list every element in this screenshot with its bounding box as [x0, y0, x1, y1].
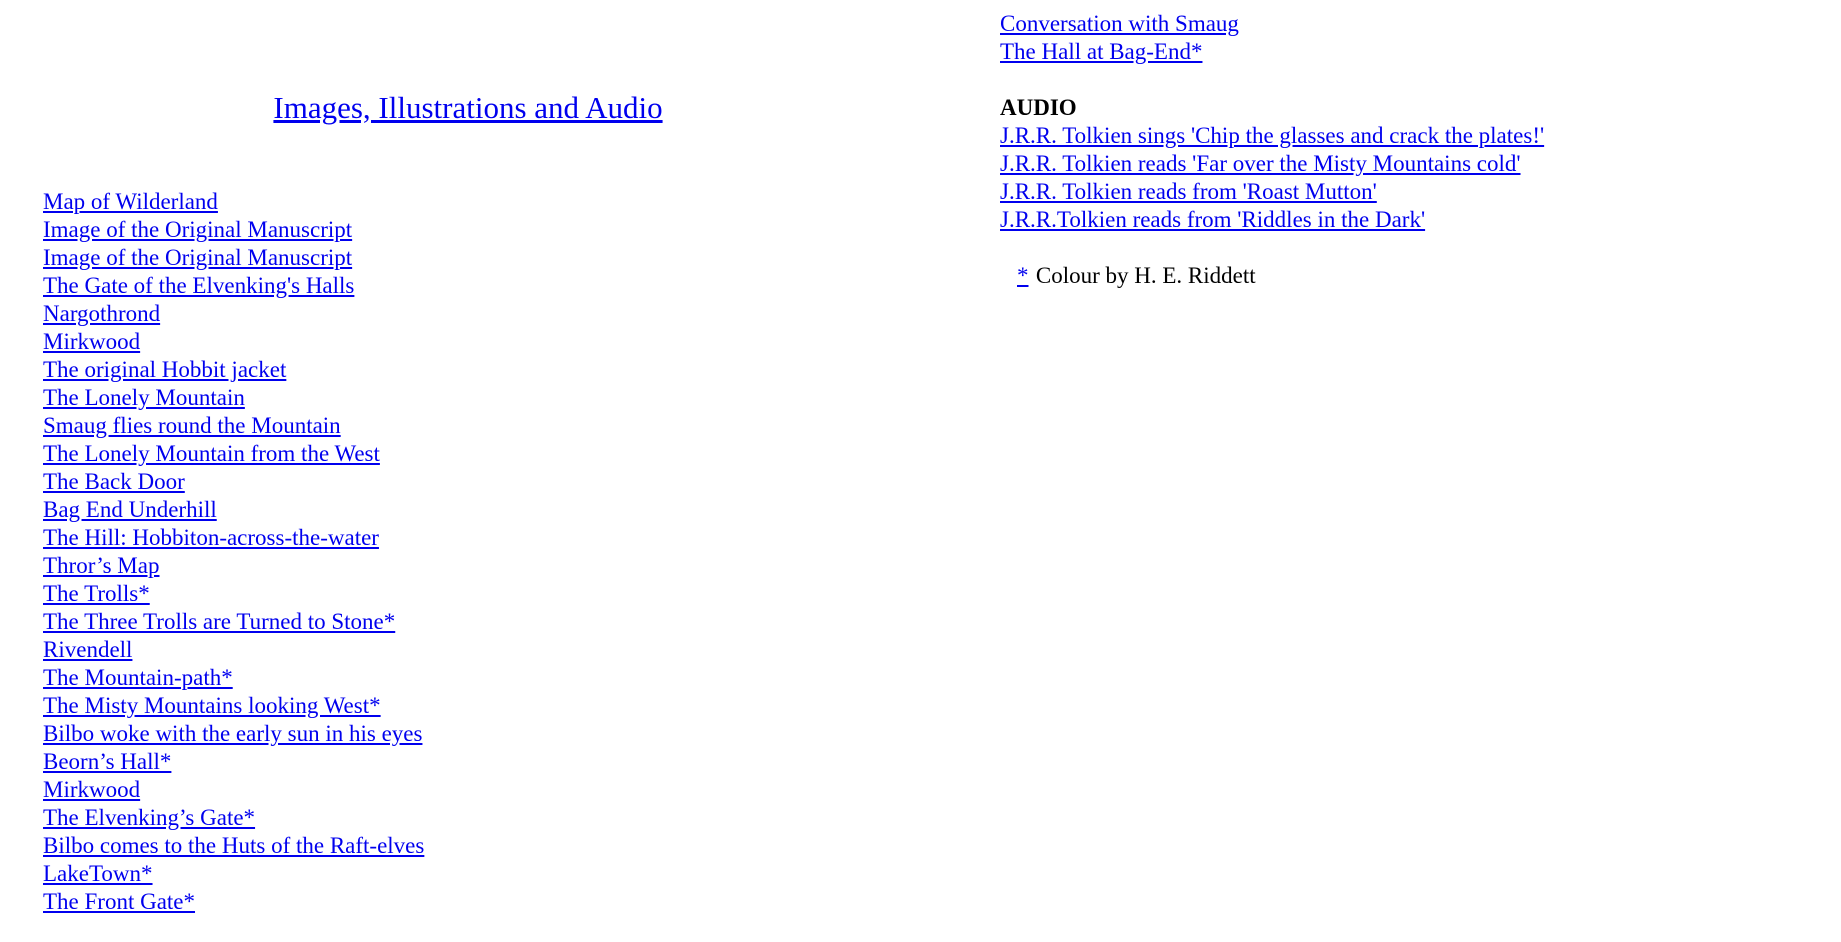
- list-item: [43, 636, 893, 664]
- image-link[interactable]: The Hall at Bag-End*: [1000, 39, 1203, 64]
- image-link[interactable]: Conversation with Smaug: [1000, 11, 1239, 36]
- audio-link[interactable]: J.R.R. Tolkien reads from 'Roast Mutton': [1000, 179, 1377, 204]
- colour-footnote: [1000, 262, 1841, 290]
- list-item: [43, 440, 893, 468]
- image-link[interactable]: Smaug flies round the Mountain: [43, 413, 341, 438]
- image-link[interactable]: The Trolls*: [43, 581, 150, 606]
- image-link[interactable]: Image of the Original Manuscript: [43, 245, 353, 270]
- image-link[interactable]: Map of Wilderland: [43, 189, 218, 214]
- list-item: [43, 468, 893, 496]
- list-item: [43, 524, 893, 552]
- footnote-text: Colour by H. E. Riddett: [1035, 263, 1256, 288]
- list-item: [1000, 206, 1841, 234]
- list-item: [1000, 178, 1841, 206]
- list-item: [43, 244, 893, 272]
- list-item: [43, 804, 893, 832]
- image-link[interactable]: Rivendell: [43, 637, 133, 662]
- image-link[interactable]: Mirkwood: [43, 777, 141, 802]
- image-link[interactable]: The Gate of the Elvenking's Halls: [43, 273, 355, 298]
- image-link[interactable]: Bilbo woke with the early sun in his eyes: [43, 721, 423, 746]
- image-link[interactable]: Image of the Original Manuscript: [43, 217, 353, 242]
- spacer: [1000, 234, 1841, 262]
- list-item: [43, 384, 893, 412]
- images-column: [0, 0, 893, 942]
- list-item: [43, 692, 893, 720]
- list-item: [43, 664, 893, 692]
- page-title-link[interactable]: Images, Illustrations and Audio: [273, 90, 663, 125]
- image-link[interactable]: The Front Gate*: [43, 889, 196, 914]
- list-item: [1000, 38, 1841, 66]
- image-link[interactable]: The Misty Mountains looking West*: [43, 693, 381, 718]
- list-item: [43, 580, 893, 608]
- audio-link[interactable]: J.R.R. Tolkien sings 'Chip the glasses and crack the plates!': [1000, 123, 1545, 148]
- image-link[interactable]: Nargothrond: [43, 301, 161, 326]
- image-link-list-continued: [1000, 10, 1841, 66]
- audio-column: [893, 0, 1841, 942]
- list-item: [43, 720, 893, 748]
- list-item: [43, 328, 893, 356]
- spacer: [1000, 66, 1841, 94]
- image-link[interactable]: Bilbo comes to the Huts of the Raft-elves: [43, 833, 425, 858]
- image-link[interactable]: Bag End Underhill: [43, 497, 217, 522]
- list-item: [43, 272, 893, 300]
- list-item: [43, 888, 893, 916]
- audio-section-heading: AUDIO: [1000, 95, 1077, 120]
- page-title: [43, 90, 893, 126]
- list-item: [1000, 10, 1841, 38]
- list-item: [43, 496, 893, 524]
- image-link[interactable]: The Lonely Mountain from the West: [43, 441, 380, 466]
- list-item: [43, 552, 893, 580]
- image-link-list: [43, 188, 893, 916]
- list-item: [43, 356, 893, 384]
- asterisk-footnote-link[interactable]: *: [1017, 263, 1029, 288]
- list-item: [1000, 150, 1841, 178]
- image-link[interactable]: The Lonely Mountain: [43, 385, 245, 410]
- list-item: [43, 188, 893, 216]
- image-link[interactable]: The Back Door: [43, 469, 185, 494]
- audio-link-list: [1000, 122, 1841, 234]
- image-link[interactable]: The original Hobbit jacket: [43, 357, 287, 382]
- image-link[interactable]: The Mountain-path*: [43, 665, 233, 690]
- list-item: [43, 412, 893, 440]
- image-link[interactable]: Thror’s Map: [43, 553, 160, 578]
- image-link[interactable]: Mirkwood: [43, 329, 141, 354]
- image-link[interactable]: The Three Trolls are Turned to Stone*: [43, 609, 396, 634]
- list-item: [1000, 122, 1841, 150]
- list-item: [43, 748, 893, 776]
- list-item: [43, 776, 893, 804]
- list-item: [43, 860, 893, 888]
- list-item: [43, 216, 893, 244]
- audio-link[interactable]: J.R.R. Tolkien reads 'Far over the Misty Mountains cold': [1000, 151, 1521, 176]
- image-link[interactable]: LakeTown*: [43, 861, 153, 886]
- audio-link[interactable]: J.R.R.Tolkien reads from 'Riddles in the Dark': [1000, 207, 1426, 232]
- list-item: [43, 832, 893, 860]
- image-link[interactable]: The Hill: Hobbiton-across-the-water: [43, 525, 379, 550]
- image-link[interactable]: The Elvenking’s Gate*: [43, 805, 256, 830]
- list-item: [43, 300, 893, 328]
- image-link[interactable]: Beorn’s Hall*: [43, 749, 172, 774]
- list-item: [43, 608, 893, 636]
